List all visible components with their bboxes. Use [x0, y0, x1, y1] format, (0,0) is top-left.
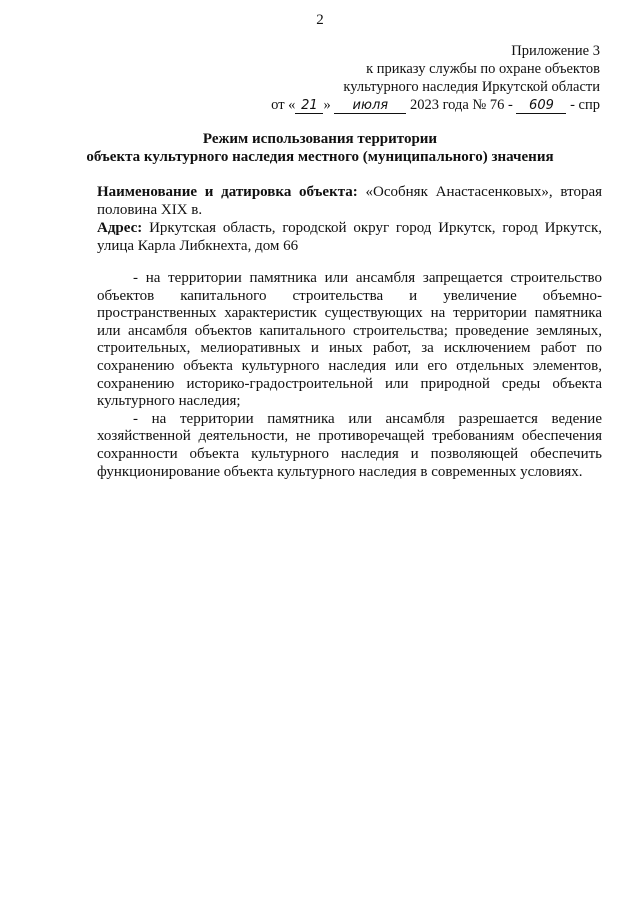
date-prefix: от « [271, 97, 296, 113]
appendix-title: Приложение 3 [511, 43, 600, 59]
year-and-number-text: 2023 года № 76 - [409, 97, 513, 113]
appendix-service-line: культурного наследия Иркутской области [343, 79, 600, 95]
object-name-value: «Особняк Анастасенковых», вторая половина XIX в. [97, 184, 603, 218]
title-line-2: объекта культурного наследия местного (муниципального) значения [86, 149, 554, 165]
object-name-row [97, 183, 602, 219]
regime-item-prohibited: - на территории памятника или ансамбля запрещается строительство объектов капитального строительства и увеличение объемно-пространственных характеристик существующих на территории памятника или ансамбля объектов капитального строительства; проведение земляных, строительных, мелиоративных и иных работ, за исключением работ по сохранению объекта культурного наследия или его отдельных элементов, сохранению историко-градостроительной или природной среды объекта культурного наследия; [97, 270, 602, 410]
regime-section [97, 270, 602, 481]
regime-item-allowed: - на территории памятника или ансамбля разрешается ведение хозяйственной деятельности, не противоречащей требованиям обеспечения сохранности объекта культурного наследия и позволяющей обеспечить функционирование объекта культурного наследия в современных условиях. [97, 410, 602, 480]
object-address-label: Адрес: [97, 220, 143, 236]
object-info [97, 183, 602, 255]
appendix-order-line: к приказу службы по охране объектов [366, 61, 600, 77]
handwritten-day: 21 [295, 99, 323, 114]
document-title [0, 130, 640, 166]
object-address-row [97, 219, 602, 255]
object-name-label: Наименование и датировка объекта: [97, 184, 358, 200]
appendix-date-line [271, 96, 600, 114]
date-close-quote: » [323, 97, 331, 113]
title-line-1: Режим использования территории [202, 131, 438, 147]
page-number: 2 [316, 12, 324, 28]
object-address-value: Иркутская область, городской округ город Иркутск, город Иркутск, улица Карла Либкнехта, дом 66 [97, 220, 603, 254]
doc-suffix: - спр [570, 97, 600, 113]
appendix-header [271, 42, 600, 114]
handwritten-month: июля [334, 99, 406, 114]
handwritten-doc-number: 609 [516, 99, 566, 114]
